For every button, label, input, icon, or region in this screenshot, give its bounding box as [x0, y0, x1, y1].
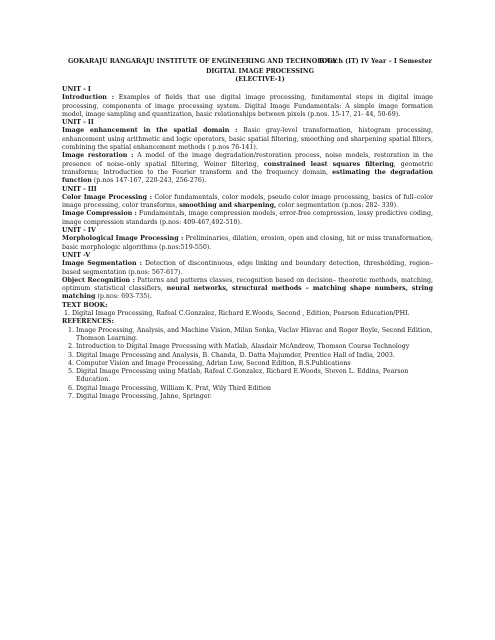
unit-paragraph: Image enhancement in the spatial domain : Basic gray-level transformation, histogram processing, enhancement using arithmetic and logic operators, basic spatial filtering, smoothing and sharpening spatial filters, combining the spatial enhancement methods ( p.nos 76-141).: [62, 127, 433, 152]
reference-item: 3. Digital Image Processing and Analysis, B. Chanda, D. Datta Majumder, Prentice Hall of India, 2003.: [76, 352, 433, 360]
textbook-item: 1. Digital Image Processing, Rafeal C.Gonzalez, Richard E.Woods, Second , Edition, Pearson Education/PHI.: [64, 310, 410, 318]
reference-item: 5. Digital Image Processing using Matlab, Rafeal C.Gonzalez, Richard E.Woods, Steven L. Eddins, Pearson Education.: [76, 368, 433, 385]
reference-item: 2. Introduction to Digital Image Processing with Matlab, Alasdair McAndrew, Thomson Course Technology: [76, 343, 433, 351]
program-label: B.Tech (IT) IV Year – I Semester: [319, 58, 432, 65]
unit-paragraph: Introduction : Examples of fields that use digital image processing, fundamental steps in digital image processing, components of image processing system. Digital Image Fundamentals: A simple image formation model, image sampling and quantization, basic relationships between pixels (p.nos. 15-17, 21- 44, 50-69).: [62, 94, 433, 118]
references-list: [62, 327, 433, 402]
unit-paragraph: Image Segmentation : Detection of discontinuous, edge linking and boundary detection, thresholding, region–based segmentation (p.nos: 567-617).: [62, 260, 434, 276]
course-elective: (ELECTIVE-1): [235, 76, 285, 83]
reference-item: 4. Computer Vision and Image Processing, Adrian Low, Second Edition, B.S.Publications: [76, 360, 433, 368]
unit-title: UNIT - II: [62, 119, 94, 127]
references-heading: REFERENCES:: [62, 318, 114, 326]
textbook-heading: TEXT BOOK:: [62, 301, 108, 309]
unit-title: UNIT - IV: [62, 227, 96, 235]
reference-item: 1. Image Processing, Analysis, and Machine Vision, Milan Sonka, Vaclav Hlavac and Roger Boyle, Second Edition, Thomson Learning.: [76, 327, 433, 344]
unit-paragraph: Object Recognition : Patterns and patterns classes, recognition based on decision– theoretic methods, matching, optimum statistical classifiers, neural networks, structural methods – matching shape numbers, string matching (p.nos: 693-735).: [62, 276, 433, 301]
course-title: DIGITAL IMAGE PROCESSING: [205, 68, 315, 75]
page-header: [62, 58, 433, 68]
reference-item: 6. Digital Image Processing, William K. Prat, Wily Third Edition: [76, 385, 433, 393]
unit-title: UNIT -V: [62, 251, 91, 259]
reference-item: 7. Digital Image Processing, Jahne, Springer.: [76, 393, 433, 401]
unit-paragraph: Image Compression : Fundamentals, image compression models, error-free compression, lossy predictive coding, image compression standards (p.nos: 409-467,492-510).: [62, 210, 434, 226]
unit-title: UNIT - I: [62, 86, 91, 93]
unit-paragraph: Morphological Image Processing : Preliminaries, dilation, erosion, open and closing, hit or miss transformation, basic morphologic algorithms (p.nos:519-550).: [62, 235, 433, 251]
institute-name: GOKARAJU RANGARAJU INSTITUTE OF ENGINEERING AND TECHNOLOGY: [68, 58, 338, 65]
unit-paragraph: Color Image Processing : Color fundamentals, color models, pseudo color image processing, basics of full–color image processing, color transforms, smoothing and sharpening, color segmentation (p.nos: 282- 339).: [62, 193, 433, 210]
unit-paragraph: Image restoration : A model of the image degradation/restoration process, noise models, restoration in the presence of noise–only spatial filtering, Weiner filtering, constrained least squares filtering, geometric transforms; Introduction to the Fourier transform and the frequency domain, estimating the degradation function (p.nos 147-167, 220-243, 256-276).: [62, 152, 433, 185]
unit-title: UNIT - III: [62, 185, 97, 193]
syllabus-content: [62, 86, 433, 401]
